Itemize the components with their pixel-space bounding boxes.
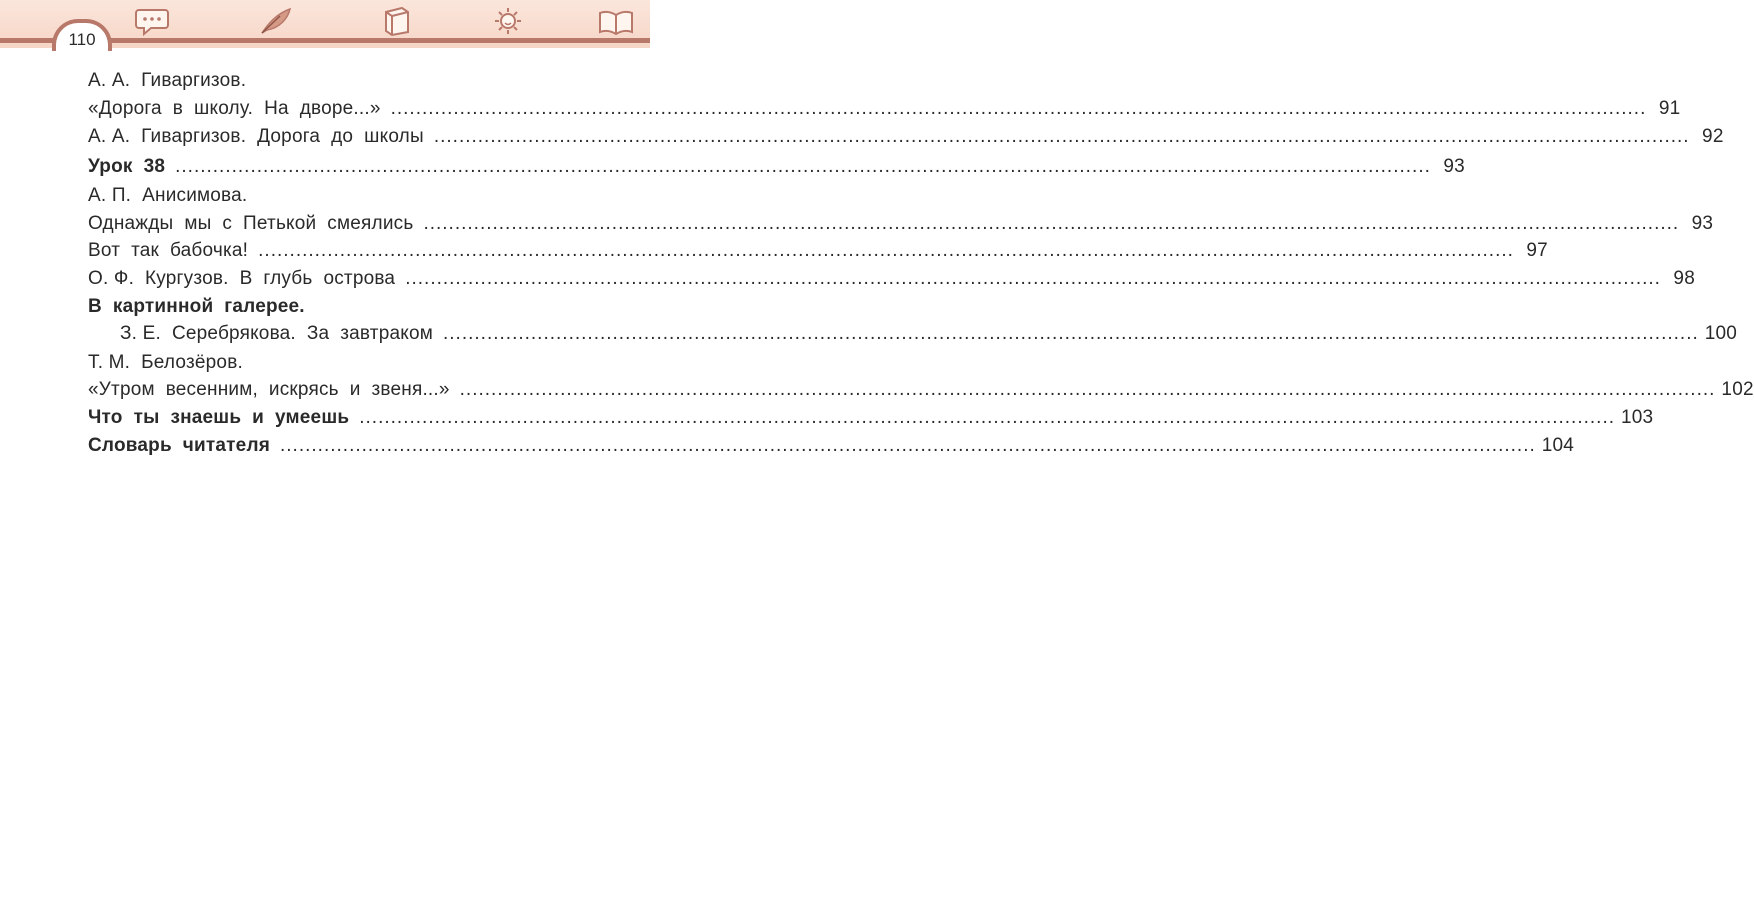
- toc-page-number: 103: [1621, 407, 1654, 428]
- toc-entry[interactable]: [88, 319, 1738, 348]
- toc-dot-leader: ........................................................................................................................................................................................................: [359, 407, 1616, 428]
- toc-dot-leader: ........................................................................................................................................................................................................: [390, 98, 1647, 119]
- toc-dot-leader: ........................................................................................................................................................................................................: [280, 435, 1536, 456]
- toc-entry[interactable]: [88, 66, 634, 95]
- toc-entry-title: «Дорога в школу. На дворе...»: [88, 98, 381, 119]
- toc-entry-title: А. А. Гиваргизов. Дорога до школы: [88, 126, 424, 147]
- toc-entry[interactable]: [88, 181, 634, 210]
- toc-entry[interactable]: [88, 348, 634, 377]
- toc-entry-title: О. Ф. Кургузов. В глубь острова: [88, 268, 396, 289]
- toc-entry-title: Однажды мы с Петькой смеялись: [88, 213, 414, 234]
- toc-entry-title: «Утром весенним, искрясь и звеня...»: [88, 379, 450, 400]
- toc-dot-leader: ........................................................................................................................................................................................................: [423, 213, 1680, 234]
- toc-page-number: 93: [1691, 213, 1714, 234]
- toc-page-number: 100: [1704, 323, 1738, 344]
- toc-entry[interactable]: [88, 403, 1654, 432]
- toc-entry-title: Вот так бабочка!: [88, 240, 249, 261]
- toc-dot-leader: ........................................................................................................................................................................................................: [433, 126, 1690, 147]
- toc-entry-title: А. А. Гиваргизов.: [88, 70, 247, 91]
- toc-entry-title: Что ты знаешь и умеешь: [88, 407, 350, 428]
- book-icon: [378, 6, 414, 36]
- toc-entry-title: Т. М. Белозёров.: [88, 352, 243, 373]
- toc-entry-title: В картинной галерее.: [88, 296, 305, 317]
- toc-entry[interactable]: [88, 122, 1724, 151]
- toc-entry-title: З. Е. Серебрякова. За завтраком: [120, 323, 433, 344]
- sun-icon: [490, 6, 526, 36]
- toc-dot-leader: ........................................................................................................................................................................................................: [405, 268, 1661, 289]
- toc-page-number: 104: [1541, 435, 1575, 456]
- toc-page-number: 97: [1526, 240, 1548, 261]
- toc-entry[interactable]: [88, 209, 1714, 238]
- toc-page-number: 91: [1658, 98, 1681, 119]
- toc-entry[interactable]: [88, 431, 1575, 460]
- page-number: 110: [68, 30, 96, 49]
- toc-page-number: 102: [1721, 379, 1754, 400]
- toc-dot-leader: ........................................................................................................................................................................................................: [443, 323, 1699, 344]
- toc-entry[interactable]: [88, 264, 1695, 293]
- toc-dot-leader: ........................................................................................................................................................................................................: [258, 240, 1514, 261]
- toc-entry-title: Урок 38: [88, 156, 166, 177]
- toc-entry[interactable]: [88, 152, 1465, 181]
- toc-page-number: 98: [1673, 268, 1695, 289]
- toc-dot-leader: ........................................................................................................................................................................................................: [175, 156, 1431, 177]
- speech-bubble-icon: [134, 6, 170, 36]
- feather-icon: [258, 6, 294, 36]
- toc-entry-title: А. П. Анисимова.: [88, 185, 248, 206]
- toc-entry[interactable]: [88, 236, 1548, 265]
- open-book-icon: [598, 6, 634, 36]
- toc-page-number: 92: [1702, 126, 1724, 147]
- toc-entry[interactable]: [88, 375, 1754, 404]
- toc-entry-title: Словарь читателя: [88, 435, 270, 456]
- toc-entry[interactable]: [88, 94, 1681, 123]
- toc-dot-leader: ........................................................................................................................................................................................................: [459, 379, 1716, 400]
- toc-entry[interactable]: [88, 292, 634, 321]
- toc-page-number: 93: [1443, 156, 1465, 177]
